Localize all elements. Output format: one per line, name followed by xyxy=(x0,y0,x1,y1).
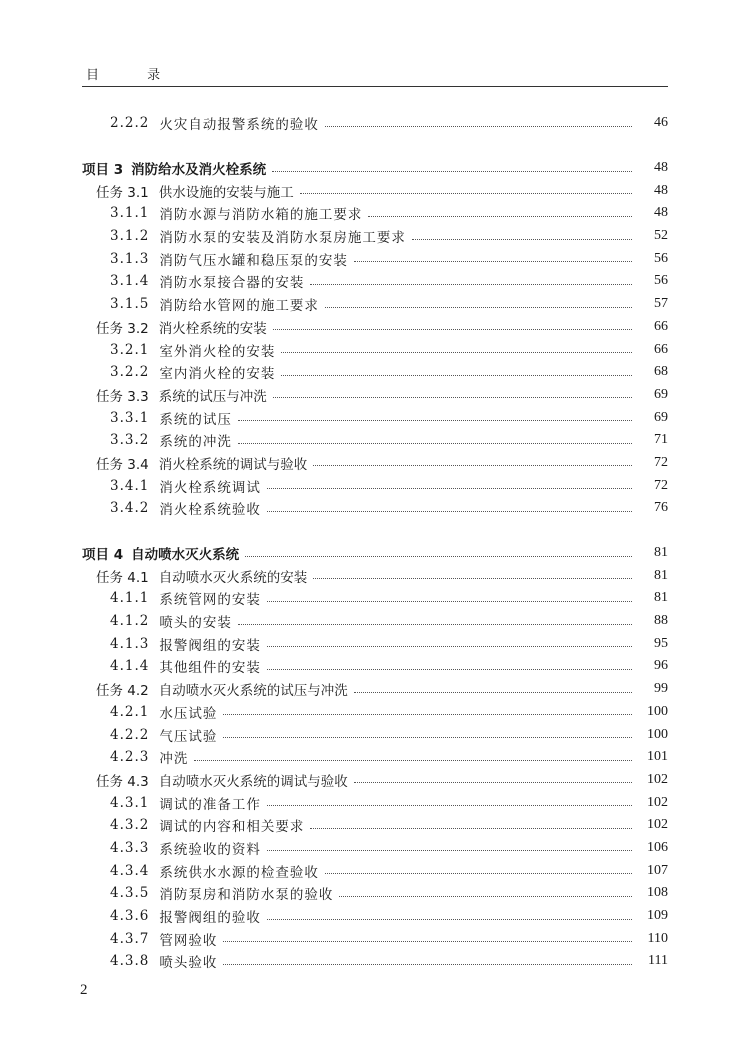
toc-entry-number: 4.3.4 xyxy=(110,862,150,879)
toc-entry-page: 69 xyxy=(654,409,668,425)
dot-leader xyxy=(412,239,632,240)
toc-entry-title: 系统的试压 xyxy=(159,411,232,428)
toc-project-entry[interactable] xyxy=(82,542,668,565)
toc-entry-title: 消火栓系统验收 xyxy=(159,502,261,519)
toc-section-entry[interactable] xyxy=(82,632,668,655)
toc-entry-page: 46 xyxy=(654,115,668,131)
dot-leader xyxy=(354,261,632,262)
toc-entry-title: 消防泵房和消防水泵的验收 xyxy=(159,887,334,904)
running-header xyxy=(82,62,668,87)
toc-entry-title: 消火栓系统的安装 xyxy=(158,320,267,337)
toc-entry-page: 66 xyxy=(654,318,668,334)
toc-entry-page: 56 xyxy=(654,273,668,289)
toc-entry-page: 52 xyxy=(654,228,668,244)
toc-entry-title: 自动喷水灭火系统的试压与冲洗 xyxy=(158,683,348,700)
toc-entry-number: 任务 3.4 xyxy=(96,456,149,473)
toc-section-entry[interactable] xyxy=(82,112,668,135)
toc-entry-number: 4.2.3 xyxy=(110,749,150,766)
toc-entry-number: 3.2.2 xyxy=(110,364,150,381)
toc-entry-number: 3.2.1 xyxy=(110,341,150,358)
toc-section-entry[interactable] xyxy=(82,701,668,724)
dot-leader xyxy=(223,964,632,965)
toc-section-entry[interactable] xyxy=(82,202,668,225)
toc-section-entry[interactable] xyxy=(82,270,668,293)
table-of-contents xyxy=(82,112,668,973)
toc-entry-title: 调试的内容和相关要求 xyxy=(159,819,305,836)
toc-entry-number: 4.2.2 xyxy=(110,726,150,743)
dot-leader xyxy=(281,375,632,376)
toc-entry-title: 系统管网的安装 xyxy=(159,592,261,609)
toc-entry-page: 72 xyxy=(654,454,668,470)
toc-entry-title: 系统的试压与冲洗 xyxy=(158,388,267,405)
dot-leader xyxy=(273,329,632,330)
toc-entry-number: 4.1.1 xyxy=(110,590,150,607)
dot-leader xyxy=(368,216,632,217)
toc-entry-number: 4.1.3 xyxy=(110,635,150,652)
dot-leader xyxy=(339,896,632,897)
toc-entry-number: 任务 4.1 xyxy=(96,569,149,586)
toc-entry-number: 4.3.3 xyxy=(110,839,150,856)
toc-entry-number: 3.4.1 xyxy=(110,477,150,494)
dot-leader xyxy=(238,420,632,421)
dot-leader xyxy=(325,126,632,127)
toc-entry-number: 任务 4.2 xyxy=(96,683,149,700)
toc-section-entry[interactable] xyxy=(82,905,668,928)
toc-section-entry[interactable] xyxy=(82,837,668,860)
dot-leader xyxy=(267,669,632,670)
toc-entry-page: 66 xyxy=(654,341,668,357)
toc-entry-title: 消防给水管网的施工要求 xyxy=(159,298,319,315)
toc-entry-title: 消防给水及消火栓系统 xyxy=(131,162,267,179)
toc-entry-title: 喷头的安装 xyxy=(159,615,232,632)
dot-leader xyxy=(267,646,632,647)
dot-leader xyxy=(267,488,632,489)
dot-leader xyxy=(354,692,632,693)
toc-task-entry[interactable] xyxy=(82,564,668,587)
dot-leader xyxy=(354,782,632,783)
toc-entry-page: 68 xyxy=(654,364,668,380)
dot-leader xyxy=(313,578,632,579)
toc-section-entry[interactable] xyxy=(82,814,668,837)
toc-entry-number: 4.3.7 xyxy=(110,930,150,947)
toc-entry-page: 102 xyxy=(647,794,668,810)
toc-section-entry[interactable] xyxy=(82,950,668,973)
toc-entry-page: 96 xyxy=(654,658,668,674)
toc-entry-title: 自动喷水灭火系统 xyxy=(131,547,240,564)
toc-task-entry[interactable] xyxy=(82,179,668,202)
toc-section-entry[interactable] xyxy=(82,791,668,814)
toc-entry-page: 88 xyxy=(654,613,668,629)
toc-section-entry[interactable] xyxy=(82,723,668,746)
toc-section-entry[interactable] xyxy=(82,859,668,882)
toc-entry-title: 报警阀组的安装 xyxy=(159,637,261,654)
toc-entry-number: 3.1.5 xyxy=(110,296,150,313)
toc-entry-title: 管网验收 xyxy=(159,932,218,949)
toc-entry-page: 48 xyxy=(654,182,668,198)
dot-leader xyxy=(325,873,632,874)
toc-entry-page: 48 xyxy=(654,160,668,176)
dot-leader xyxy=(223,714,632,715)
dot-leader xyxy=(272,171,632,172)
toc-entry-title: 消火栓系统调试 xyxy=(159,479,261,496)
toc-entry-page: 48 xyxy=(654,205,668,221)
toc-entry-page: 108 xyxy=(647,885,668,901)
toc-entry-page: 99 xyxy=(654,681,668,697)
toc-entry-number: 2.2.2 xyxy=(110,115,150,132)
dot-leader xyxy=(310,284,632,285)
toc-entry-title: 火灾自动报警系统的验收 xyxy=(159,117,319,134)
toc-section-entry[interactable] xyxy=(82,338,668,361)
toc-entry-page: 111 xyxy=(648,953,668,969)
toc-task-entry[interactable] xyxy=(82,769,668,792)
toc-entry-number: 任务 3.2 xyxy=(96,320,149,337)
toc-section-entry[interactable] xyxy=(82,497,668,520)
toc-section-entry[interactable] xyxy=(82,474,668,497)
toc-entry-number: 3.1.4 xyxy=(110,273,150,290)
toc-entry-title: 冲洗 xyxy=(159,751,189,768)
toc-entry-page: 81 xyxy=(654,590,668,606)
toc-entry-number: 项目 3 xyxy=(82,162,124,179)
dot-leader xyxy=(238,624,632,625)
dot-leader xyxy=(267,805,632,806)
toc-entry-number: 3.4.2 xyxy=(110,500,150,517)
toc-entry-page: 56 xyxy=(654,250,668,266)
toc-entry-number: 3.3.2 xyxy=(110,432,150,449)
toc-entry-title: 气压试验 xyxy=(159,728,218,745)
toc-section-entry[interactable] xyxy=(82,225,668,248)
toc-entry-number: 项目 4 xyxy=(82,547,124,564)
toc-entry-page: 76 xyxy=(654,500,668,516)
toc-entry-title: 室外消火栓的安装 xyxy=(159,343,276,360)
toc-entry-number: 任务 3.3 xyxy=(96,388,149,405)
toc-entry-title: 供水设施的安装与施工 xyxy=(158,184,294,201)
toc-entry-number: 3.1.2 xyxy=(110,228,150,245)
toc-section-entry[interactable] xyxy=(82,746,668,769)
toc-entry-page: 109 xyxy=(647,908,668,924)
toc-entry-page: 81 xyxy=(654,545,668,561)
toc-entry-number: 4.3.1 xyxy=(110,794,150,811)
toc-entry-title: 自动喷水灭火系统的调试与验收 xyxy=(158,773,348,790)
toc-project-entry[interactable] xyxy=(82,157,668,180)
toc-section-entry[interactable] xyxy=(82,247,668,270)
dot-leader xyxy=(223,737,632,738)
toc-section-entry[interactable] xyxy=(82,927,668,950)
toc-section-entry[interactable] xyxy=(82,587,668,610)
toc-entry-title: 消防气压水罐和稳压泵的安装 xyxy=(159,252,348,269)
toc-entry-title: 调试的准备工作 xyxy=(159,796,261,813)
toc-entry-page: 107 xyxy=(647,862,668,878)
toc-entry-page: 57 xyxy=(654,296,668,312)
toc-entry-number: 3.3.1 xyxy=(110,409,150,426)
dot-leader xyxy=(238,443,632,444)
toc-entry-page: 102 xyxy=(647,771,668,787)
toc-entry-page: 100 xyxy=(647,703,668,719)
toc-entry-page: 81 xyxy=(654,567,668,583)
toc-section-entry[interactable] xyxy=(82,293,668,316)
dot-leader xyxy=(245,556,632,557)
toc-entry-title: 消火栓系统的调试与验收 xyxy=(158,456,308,473)
dot-leader xyxy=(267,601,632,602)
dot-leader xyxy=(310,828,632,829)
dot-leader xyxy=(223,941,632,942)
dot-leader xyxy=(300,193,632,194)
page-number: 2 xyxy=(80,982,88,998)
dot-leader xyxy=(273,397,632,398)
dot-leader xyxy=(267,919,632,920)
toc-entry-number: 4.3.5 xyxy=(110,885,150,902)
toc-entry-title: 室内消火栓的安装 xyxy=(159,366,276,383)
toc-entry-number: 3.1.3 xyxy=(110,250,150,267)
toc-entry-page: 101 xyxy=(647,749,668,765)
toc-entry-number: 4.3.2 xyxy=(110,817,150,834)
toc-entry-title: 自动喷水灭火系统的安装 xyxy=(158,569,308,586)
toc-entry-title: 系统验收的资料 xyxy=(159,841,261,858)
toc-entry-page: 102 xyxy=(647,817,668,833)
toc-entry-number: 任务 3.1 xyxy=(96,184,149,201)
toc-entry-page: 100 xyxy=(647,726,668,742)
toc-entry-title: 水压试验 xyxy=(159,705,218,722)
dot-leader xyxy=(325,307,632,308)
toc-section-entry[interactable] xyxy=(82,610,668,633)
dot-leader xyxy=(281,352,632,353)
toc-entry-title: 喷头验收 xyxy=(159,955,218,972)
toc-section-entry[interactable] xyxy=(82,655,668,678)
toc-entry-title: 消防水泵的安装及消防水泵房施工要求 xyxy=(159,230,406,247)
toc-task-entry[interactable] xyxy=(82,678,668,701)
toc-entry-page: 110 xyxy=(647,930,668,946)
toc-entry-page: 71 xyxy=(654,432,668,448)
toc-entry-number: 任务 4.3 xyxy=(96,773,149,790)
toc-entry-number: 4.1.4 xyxy=(110,658,150,675)
toc-entry-title: 报警阀组的验收 xyxy=(159,910,261,927)
toc-entry-title: 其他组件的安装 xyxy=(159,660,261,677)
dot-leader xyxy=(313,465,632,466)
toc-entry-page: 72 xyxy=(654,477,668,493)
toc-entry-title: 系统供水水源的检查验收 xyxy=(159,864,319,881)
toc-entry-page: 106 xyxy=(647,839,668,855)
dot-leader xyxy=(267,511,632,512)
dot-leader xyxy=(267,850,632,851)
header-title: 目 录 xyxy=(86,68,183,83)
toc-entry-title: 消防水源与消防水箱的施工要求 xyxy=(159,207,363,224)
toc-entry-number: 4.3.6 xyxy=(110,908,150,925)
toc-entry-title: 消防水泵接合器的安装 xyxy=(159,275,305,292)
toc-task-entry[interactable] xyxy=(82,316,668,339)
toc-entry-number: 4.3.8 xyxy=(110,953,150,970)
toc-entry-number: 4.1.2 xyxy=(110,613,150,630)
toc-task-entry[interactable] xyxy=(82,452,668,475)
toc-section-entry[interactable] xyxy=(82,429,668,452)
toc-entry-number: 4.2.1 xyxy=(110,703,150,720)
toc-entry-title: 系统的冲洗 xyxy=(159,434,232,451)
toc-entry-page: 95 xyxy=(654,635,668,651)
toc-entry-number: 3.1.1 xyxy=(110,205,150,222)
toc-section-entry[interactable] xyxy=(82,406,668,429)
toc-section-entry[interactable] xyxy=(82,882,668,905)
toc-section-entry[interactable] xyxy=(82,361,668,384)
toc-entry-page: 69 xyxy=(654,386,668,402)
dot-leader xyxy=(194,760,632,761)
toc-task-entry[interactable] xyxy=(82,384,668,407)
